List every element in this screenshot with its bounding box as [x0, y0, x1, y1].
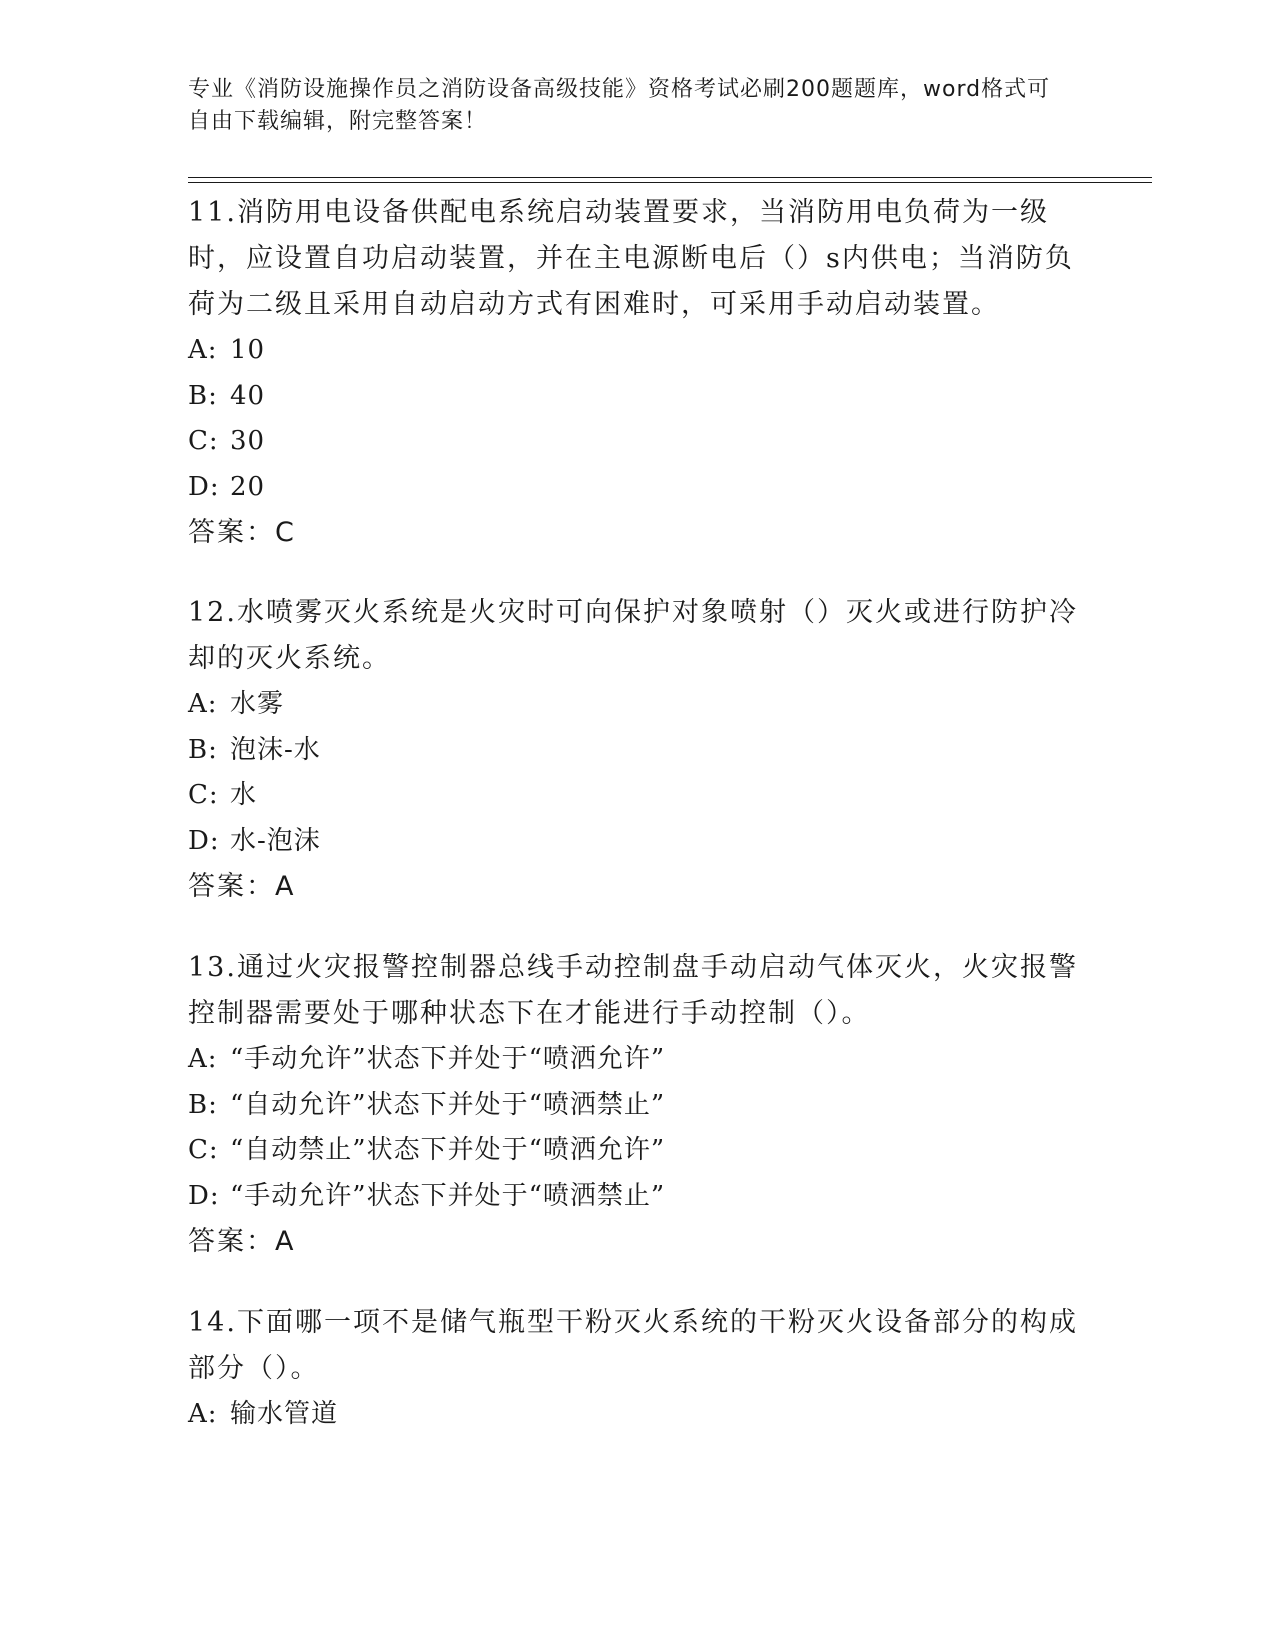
option-key: D: — [188, 471, 220, 502]
option-d — [188, 819, 1088, 865]
option-text: 20 — [230, 471, 266, 502]
answer-value: A — [275, 871, 294, 902]
question-11 — [188, 190, 1088, 556]
option-text: 水 — [230, 780, 258, 810]
option-b — [188, 728, 1088, 774]
option-text: 水雾 — [230, 689, 285, 719]
option-key: D: — [188, 825, 220, 856]
option-text: 10 — [230, 335, 266, 365]
option-list — [188, 1392, 1088, 1438]
option-a — [188, 1037, 1088, 1083]
option-d — [188, 1174, 1088, 1220]
option-key: C: — [188, 1135, 219, 1165]
option-text: 泡沫-水 — [230, 734, 321, 765]
option-text: 40 — [230, 380, 266, 411]
option-key: B: — [188, 380, 218, 411]
option-a — [188, 328, 1088, 374]
option-text: “自动允许”状态下并处于“喷洒禁止” — [230, 1089, 666, 1120]
option-key: C: — [188, 426, 219, 456]
option-key: B: — [188, 1089, 218, 1120]
option-key: A: — [188, 689, 218, 719]
option-b — [188, 1083, 1088, 1129]
option-c — [188, 1128, 1088, 1174]
question-stem: 14.下面哪一项不是储气瓶型干粉灭火系统的干粉灭火设备部分的构成部分（）。 — [188, 1307, 1078, 1384]
option-text: 输水管道 — [230, 1399, 339, 1429]
option-list — [188, 328, 1088, 510]
answer-value: C — [275, 517, 294, 548]
option-d — [188, 465, 1088, 511]
option-a — [188, 682, 1088, 728]
question-stem: 13.通过火灾报警控制器总线手动控制盘手动启动气体灭火，火灾报警控制器需要处于哪种状态下在才能进行手动控制（）。 — [188, 952, 1078, 1029]
option-c — [188, 773, 1088, 819]
question-12 — [188, 590, 1088, 910]
answer-label: 答案： — [188, 1226, 275, 1257]
option-text: “自动禁止”状态下并处于“喷洒允许” — [230, 1135, 666, 1165]
question-stem: 12.水喷雾灭火系统是火灾时可向保护对象喷射（）灭火或进行防护冷却的灭火系统。 — [188, 597, 1078, 674]
option-list — [188, 1037, 1088, 1219]
option-text: “手动允许”状态下并处于“喷洒禁止” — [230, 1180, 666, 1211]
question-14 — [188, 1300, 1088, 1438]
answer-line — [188, 864, 1088, 910]
option-c — [188, 419, 1088, 465]
option-key: D: — [188, 1180, 220, 1211]
header-divider-bottom — [188, 182, 1152, 183]
answer-line — [188, 1219, 1088, 1265]
question-stem: 11.消防用电设备供配电系统启动装置要求，当消防用电负荷为一级时，应设置自功启动装置，并在主电源断电后（）s内供电；当消防负荷为二级且采用自动启动方式有困难时，可采用手动启动装置。 — [188, 197, 1074, 320]
option-a — [188, 1392, 1088, 1438]
option-list — [188, 682, 1088, 864]
option-key: A: — [188, 1044, 218, 1074]
page-header: 专业《消防设施操作员之消防设备高级技能》资格考试必刷200题题库，word格式可自由下载编辑，附完整答案！ — [188, 77, 1051, 134]
option-key: A: — [188, 335, 218, 365]
option-key: A: — [188, 1399, 218, 1429]
option-text: 30 — [230, 426, 266, 456]
option-key: C: — [188, 780, 219, 810]
answer-label: 答案： — [188, 871, 275, 902]
option-text: “手动允许”状态下并处于“喷洒允许” — [230, 1044, 666, 1074]
question-13 — [188, 945, 1088, 1265]
option-key: B: — [188, 734, 218, 765]
answer-label: 答案： — [188, 517, 275, 548]
option-text: 水-泡沫 — [230, 825, 321, 856]
answer-value: A — [275, 1226, 294, 1257]
header-divider-top — [188, 177, 1152, 178]
option-b — [188, 374, 1088, 420]
answer-line — [188, 510, 1088, 556]
